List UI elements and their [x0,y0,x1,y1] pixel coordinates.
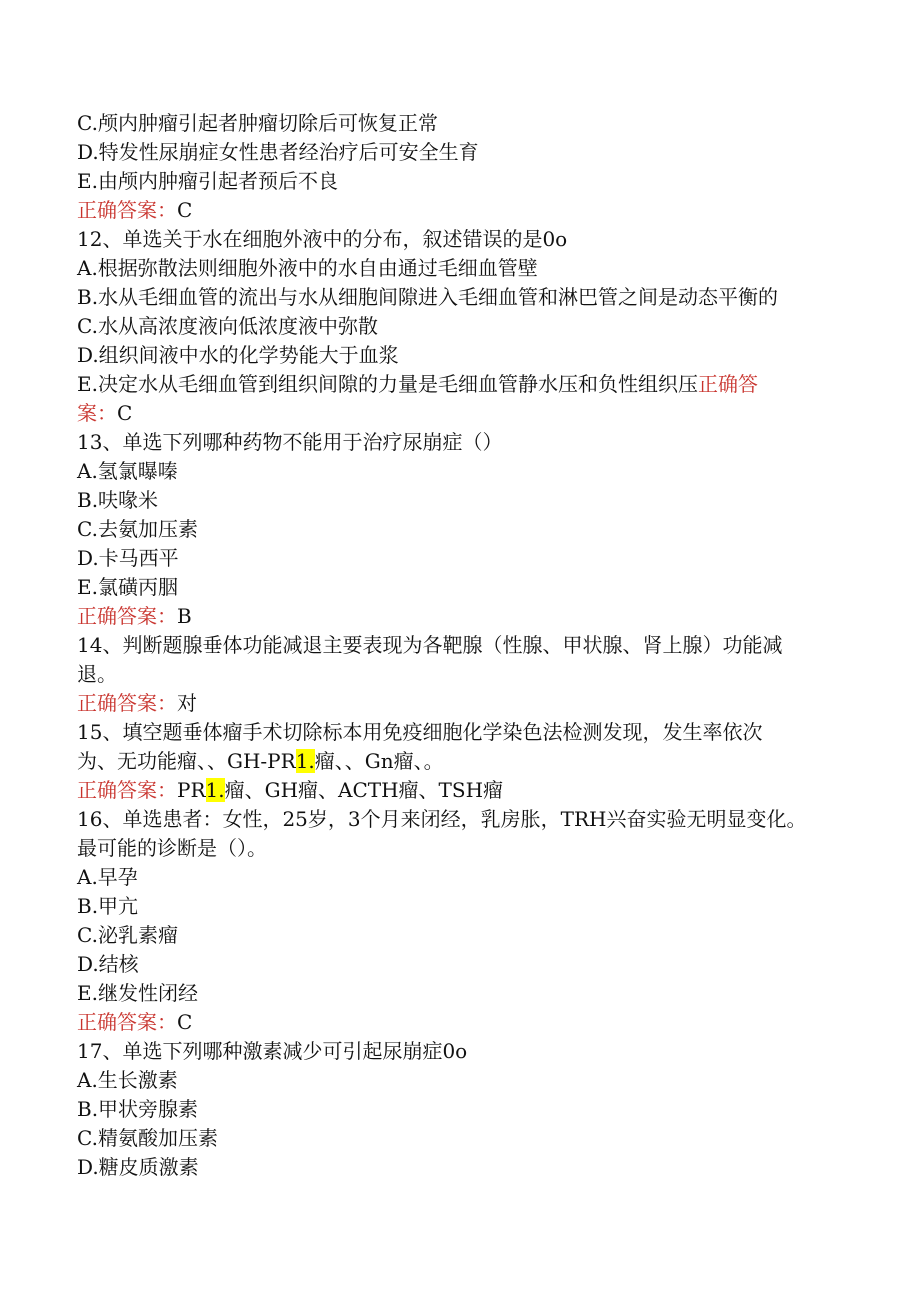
option-a-q16: A.早孕 [77,865,138,889]
answer-label: 正确答案： [77,778,177,802]
option-d-q12: D.组织间液中水的化学势能大于血浆 [77,343,399,367]
question-15-cont: 为、无功能瘤、、GH-PR1.瘤、、Gn瘤、。 [77,749,444,773]
option-e-q16: E.继发性闭经 [77,981,198,1005]
option-c-q11: C.颅内肿瘤引起者肿瘤切除后可恢复正常 [77,111,438,135]
option-a-q13: A.氢氯曝嗪 [77,459,178,483]
option-e-q12: E.决定水从毛细血管到组织间隙的力量是毛细血管静水压和负性组织压正确答 [77,372,758,396]
option-c-q13: C.去氨加压素 [77,517,198,541]
option-b-q13: B.呋喙米 [77,488,159,512]
question-13: 13、单选下列哪种药物不能用于治疗尿崩症（） [77,430,503,454]
option-c-q16: C.泌乳素瘤 [77,923,178,947]
answer-label: 正确答案： [77,1010,177,1034]
question-16-cont: 最可能的诊断是（）。 [77,836,267,860]
answer-label: 正确答案： [77,604,177,628]
answer-label: 正确答案： [77,691,177,715]
highlight: 1. [295,749,315,773]
option-c-q12: C.水从高浓度液向低浓度液中弥散 [77,314,378,338]
question-12: 12、单选关于水在细胞外液中的分布，叙述错误的是0o [77,227,568,251]
question-14: 14、判断题腺垂体功能减退主要表现为各靶腺（性腺、甲状腺、肾上腺）功能减 [77,633,783,657]
question-15: 15、填空题垂体瘤手术切除标本用免疫细胞化学染色法检测发现，发生率依次 [77,720,763,744]
answer-label: 正确答案： [77,198,177,222]
answer-q11: 正确答案：C [77,198,193,222]
option-b-q17: B.甲状旁腺素 [77,1097,199,1121]
answer-label: 正确答 [697,372,758,396]
option-b-q12: B.水从毛细血管的流出与水从细胞间隙进入毛细血管和淋巴管之间是动态平衡的 [77,285,779,309]
answer-label: 案： [77,401,117,425]
option-d-q13: D.卡马西平 [77,546,179,570]
option-d-q17: D.糖皮质激素 [77,1155,199,1179]
question-14-cont: 退。 [77,662,117,686]
answer-q12: 案：C [77,401,133,425]
option-b-q16: B.甲亢 [77,894,139,918]
answer-q16: 正确答案：C [77,1010,193,1034]
option-a-q17: A.生长激素 [77,1068,178,1092]
option-a-q12: A.根据弥散法则细胞外液中的水自由通过毛细血管壁 [77,256,538,280]
answer-q14: 正确答案：对 [77,691,197,715]
question-16: 16、单选患者：女性，25岁，3个月来闭经，乳房胀，TRH兴奋实验无明显变化。 [77,807,807,831]
option-d-q16: D.结核 [77,952,139,976]
option-c-q17: C.精氨酸加压素 [77,1126,218,1150]
answer-q15: 正确答案：PR1.瘤、GH瘤、ACTH瘤、TSH瘤 [77,778,504,802]
highlight: 1. [205,778,225,802]
option-d-q11: D.特发性尿崩症女性患者经治疗后可安全生育 [77,140,479,164]
option-e-q11: E.由颅内肿瘤引起者预后不良 [77,169,338,193]
question-17: 17、单选下列哪种激素减少可引起尿崩症0o [77,1039,468,1063]
answer-q13: 正确答案：B [77,604,192,628]
option-e-q13: E.氯磺丙胭 [77,575,178,599]
